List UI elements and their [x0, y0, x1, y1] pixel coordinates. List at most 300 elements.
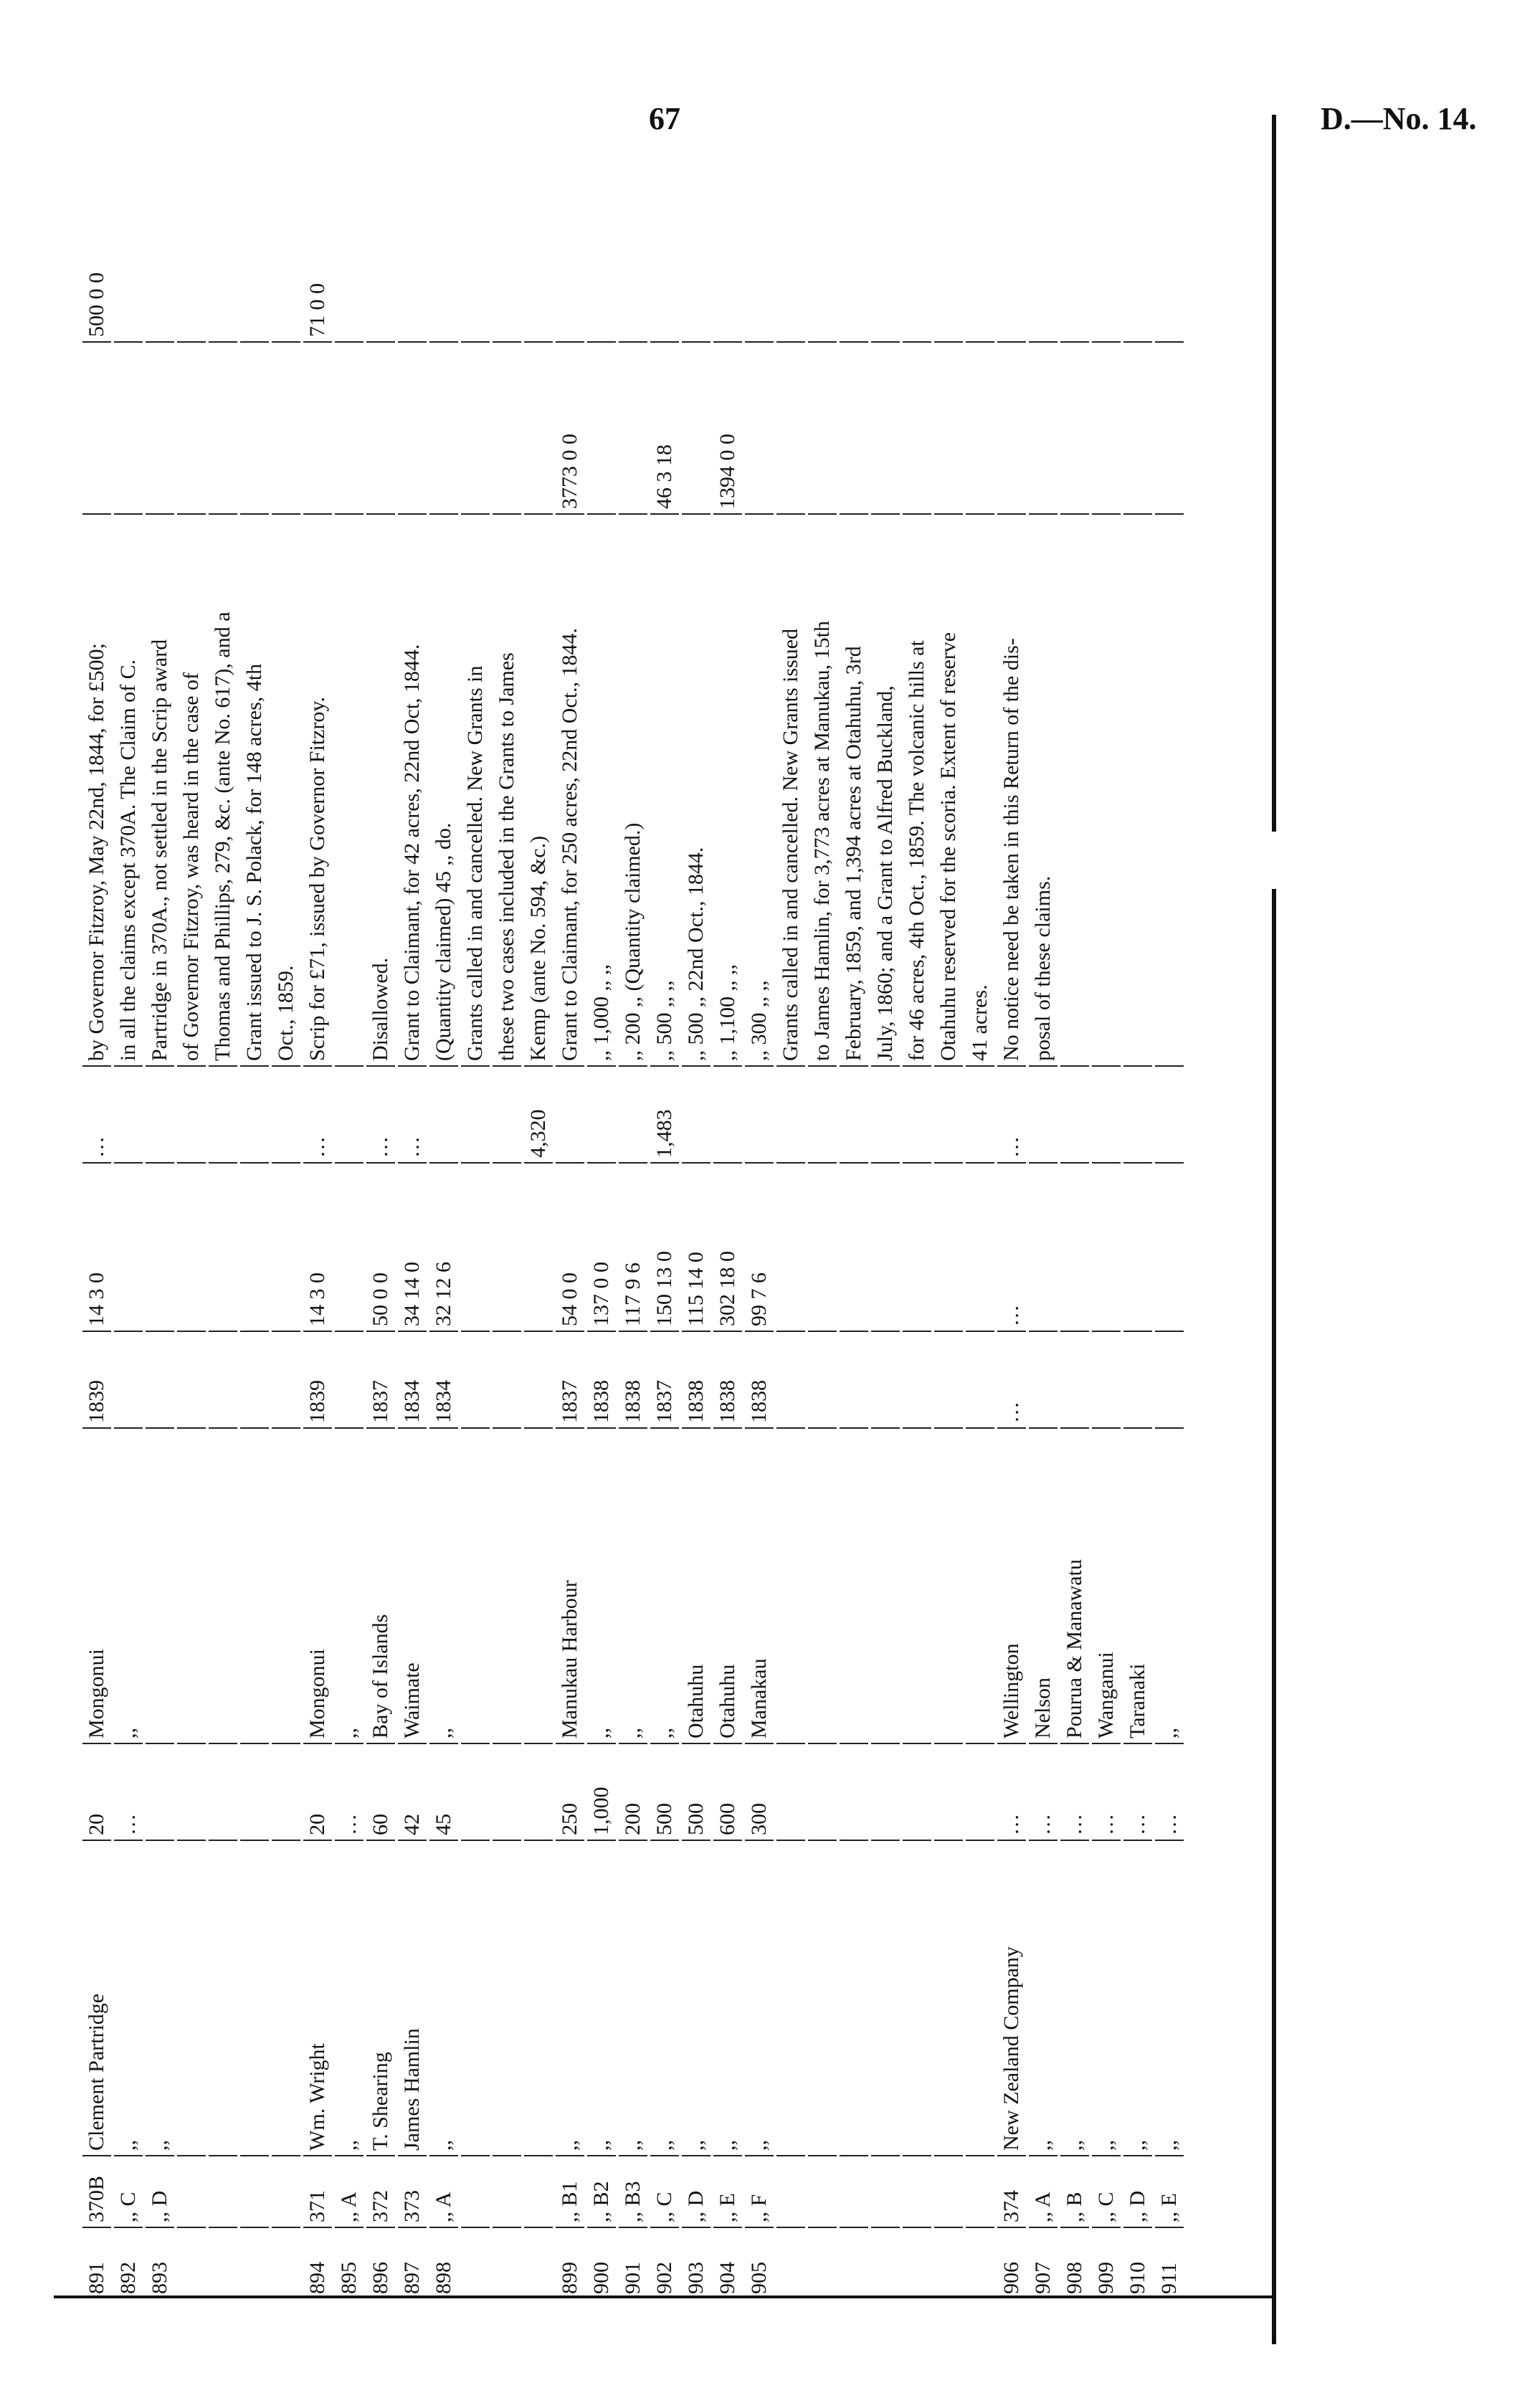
column-divider: [650, 2155, 679, 2156]
cell-claimant: ,,: [589, 2140, 613, 2151]
column-divider: [177, 1840, 206, 1841]
column-divider: [619, 1065, 647, 1067]
column-divider: [82, 341, 111, 343]
column-divider: [808, 2155, 837, 2156]
column-divider: [934, 1065, 963, 1067]
column-divider: [966, 1162, 994, 1164]
column-divider: [997, 341, 1026, 343]
column-divider: [934, 2155, 963, 2156]
column-divider: [840, 1743, 868, 1744]
column-divider: [366, 513, 395, 515]
column-divider: [587, 1840, 616, 1841]
cell-amount: 99 7 6: [747, 1272, 771, 1326]
column-divider: [619, 1743, 647, 1744]
cell-place: ,,: [1157, 1728, 1181, 1738]
column-divider: [398, 1162, 427, 1164]
column-divider: [398, 1427, 427, 1429]
cell-claimant: ,,: [1094, 2140, 1118, 2151]
column-divider: [82, 2155, 111, 2156]
column-divider: [619, 1427, 647, 1429]
cell-remarks: Thomas and Phillips, 279, &c. (ante No. 617), and a: [211, 612, 234, 1061]
column-divider: [429, 1743, 458, 1744]
column-divider: [209, 1840, 237, 1841]
cell-line: 903: [684, 2262, 708, 2294]
cell-year: 1834: [400, 1380, 424, 1423]
column-divider: [776, 2227, 805, 2228]
cell-remarks: posal of these claims.: [1031, 875, 1055, 1061]
column-divider: [619, 1840, 647, 1841]
column-divider: [1123, 1743, 1152, 1744]
cell-place: Waimate: [400, 1662, 424, 1738]
column-divider: [1155, 1840, 1184, 1841]
column-divider: [713, 341, 742, 343]
column-divider: [619, 1331, 647, 1332]
column-divider: [272, 2155, 300, 2156]
cell-claimant: ,,: [1126, 2140, 1149, 2151]
column-divider: [146, 2155, 174, 2156]
cell-amount: 150 13 0: [652, 1251, 676, 1326]
cell-amount: 50 0 0: [369, 1272, 392, 1326]
column-divider: [745, 1162, 774, 1164]
column-divider: [997, 2227, 1026, 2228]
column-divider: [997, 1840, 1026, 1841]
cell-amount: 302 18 0: [716, 1251, 739, 1326]
column-divider: [808, 1840, 837, 1841]
cell-no: ,, D: [148, 2190, 171, 2222]
column-divider: [556, 1162, 584, 1164]
column-divider: [903, 1840, 931, 1841]
column-divider: [461, 1162, 490, 1164]
column-divider: [493, 1162, 521, 1164]
column-divider: [114, 1743, 143, 1744]
column-divider: [209, 341, 237, 343]
column-divider: [209, 2227, 237, 2228]
column-divider: [934, 1840, 963, 1841]
cell-place: Taranaki: [1126, 1663, 1149, 1738]
cell-place: ,,: [652, 1728, 676, 1738]
column-divider: [303, 1065, 332, 1067]
cell-no: ,, D: [1126, 2190, 1149, 2222]
column-divider: [335, 341, 363, 343]
column-divider: [903, 513, 931, 515]
table-row: [177, 179, 206, 2294]
column-divider: [146, 2227, 174, 2228]
cell-claimant: Clement Partridge: [85, 1993, 108, 2151]
column-divider: [966, 341, 994, 343]
column-divider: [745, 2227, 774, 2228]
table-row: [114, 179, 143, 2294]
column-divider: [114, 1427, 143, 1429]
table-row: [745, 179, 774, 2294]
cell-year: 1838: [621, 1380, 645, 1423]
cell-place: ,,: [432, 1728, 455, 1738]
column-divider: [682, 513, 710, 515]
table-row: [461, 179, 490, 2294]
cell-remarks: ,, 1,000 ,, ,,: [589, 964, 613, 1061]
column-divider: [209, 1065, 237, 1067]
column-divider: [934, 1427, 963, 1429]
column-divider: [398, 513, 427, 515]
column-divider: [776, 1427, 805, 1429]
column-divider: [808, 341, 837, 343]
cell-extra: 46 3 18: [652, 444, 676, 509]
column-divider: [1092, 1840, 1121, 1841]
column-divider: [1092, 341, 1121, 343]
column-divider: [240, 1840, 269, 1841]
rotated-table: [68, 179, 1273, 2294]
cell-no: ,, D: [684, 2190, 708, 2222]
column-divider: [1060, 1065, 1089, 1067]
column-divider: [745, 1427, 774, 1429]
column-divider: [398, 1065, 427, 1067]
column-divider: [366, 1427, 395, 1429]
cell-no: ,, F: [747, 2194, 771, 2222]
column-divider: [1029, 2227, 1057, 2228]
column-divider: [366, 1331, 395, 1332]
cell-claimant: ,,: [337, 2140, 361, 2151]
cell-remarks: Oct., 1859.: [274, 965, 298, 1061]
column-divider: [871, 513, 900, 515]
column-divider: [335, 2227, 363, 2228]
cell-remarks: Grant to Claimant, for 42 acres, 22nd Oct, 1844.: [400, 644, 424, 1061]
cell-no: 370B: [85, 2175, 108, 2222]
cell-acres: …: [1157, 1814, 1181, 1835]
cell-pay: …: [85, 1136, 108, 1158]
column-divider: [398, 2155, 427, 2156]
table-row: [1029, 179, 1057, 2294]
column-divider: [556, 1840, 584, 1841]
column-divider: [82, 1162, 111, 1164]
column-divider: [1092, 1427, 1121, 1429]
column-divider: [1155, 1065, 1184, 1067]
column-divider: [524, 341, 553, 343]
column-divider: [650, 513, 679, 515]
column-divider: [493, 341, 521, 343]
column-divider: [272, 1162, 300, 1164]
column-divider: [871, 2227, 900, 2228]
cell-year: 1834: [432, 1380, 455, 1423]
column-divider: [303, 513, 332, 515]
column-divider: [461, 1427, 490, 1429]
column-divider: [934, 1743, 963, 1744]
column-divider: [713, 2227, 742, 2228]
column-divider: [871, 1743, 900, 1744]
column-divider: [840, 1065, 868, 1067]
column-divider: [1123, 1065, 1152, 1067]
column-divider: [587, 1065, 616, 1067]
cell-remarks: Partridge in 370A., not settled in the Scrip award: [148, 639, 171, 1061]
cell-acres: …: [337, 1814, 361, 1835]
column-divider: [461, 1065, 490, 1067]
cell-year: 1839: [305, 1380, 329, 1423]
table-row: [619, 179, 647, 2294]
cell-remarks: ,, 200 ,, (Quantity claimed.): [621, 822, 645, 1061]
column-divider: [650, 1331, 679, 1332]
cell-line: 895: [337, 2262, 361, 2294]
cell-year: 1838: [589, 1380, 613, 1423]
cell-place: ,,: [337, 1728, 361, 1738]
column-divider: [177, 2227, 206, 2228]
table-row: [808, 179, 837, 2294]
column-divider: [776, 1743, 805, 1744]
column-divider: [713, 1427, 742, 1429]
column-divider: [429, 513, 458, 515]
cell-place: Nelson: [1031, 1678, 1055, 1738]
column-divider: [398, 1331, 427, 1332]
table-row: [713, 179, 742, 2294]
cell-year: 1837: [652, 1380, 676, 1423]
column-divider: [966, 1840, 994, 1841]
cell-remarks: Grant issued to J. S. Polack, for 148 acres, 4th: [242, 663, 266, 1061]
column-divider: [146, 1162, 174, 1164]
column-divider: [650, 1743, 679, 1744]
column-divider: [556, 1427, 584, 1429]
column-divider: [871, 1840, 900, 1841]
column-divider: [871, 1162, 900, 1164]
cell-remarks: February, 1859, and 1,394 acres at Otahuhu, 3rd: [842, 646, 865, 1061]
column-divider: [903, 341, 931, 343]
column-divider: [429, 2227, 458, 2228]
column-divider: [619, 2227, 647, 2228]
cell-acres: 300: [747, 1803, 771, 1835]
cell-place: ,,: [116, 1728, 140, 1738]
cell-claimant: James Hamlin: [400, 2028, 424, 2151]
column-divider: [493, 1840, 521, 1841]
column-divider: [398, 1743, 427, 1744]
column-divider: [840, 2155, 868, 2156]
column-divider: [303, 1840, 332, 1841]
cell-extra: 1394 0 0: [716, 434, 739, 509]
column-divider: [524, 1427, 553, 1429]
table-row: [398, 179, 427, 2294]
column-divider: [146, 1840, 174, 1841]
column-divider: [966, 2155, 994, 2156]
cell-pay: …: [305, 1136, 329, 1158]
column-divider: [82, 1427, 111, 1429]
column-divider: [871, 1065, 900, 1067]
column-divider: [177, 341, 206, 343]
column-divider: [903, 1331, 931, 1332]
column-divider: [1029, 2155, 1057, 2156]
cell-acres: 500: [652, 1803, 676, 1835]
cell-no: 371: [305, 2190, 329, 2222]
column-divider: [1060, 2155, 1089, 2156]
cell-acres: 60: [369, 1814, 392, 1835]
cell-no: ,, B: [1063, 2192, 1086, 2222]
cell-remarks: for 46 acres, 4th Oct., 1859. The volcanic hills at: [905, 640, 928, 1061]
column-divider: [745, 1840, 774, 1841]
cell-remarks: in all the claims except 370A. The Claim of C.: [116, 659, 140, 1061]
column-divider: [303, 1162, 332, 1164]
cell-year: 1839: [85, 1380, 108, 1423]
column-divider: [1092, 1331, 1121, 1332]
table-row: [524, 179, 553, 2294]
column-divider: [1123, 341, 1152, 343]
column-divider: [682, 1840, 710, 1841]
column-divider: [398, 1840, 427, 1841]
column-divider: [997, 1427, 1026, 1429]
column-divider: [1092, 1743, 1121, 1744]
column-divider: [398, 341, 427, 343]
column-divider: [1060, 513, 1089, 515]
column-divider: [650, 2227, 679, 2228]
table-row: [840, 179, 868, 2294]
column-divider: [556, 1065, 584, 1067]
column-divider: [682, 2155, 710, 2156]
cell-acres: …: [1063, 1814, 1086, 1835]
cell-year: 1838: [684, 1380, 708, 1423]
column-divider: [1123, 513, 1152, 515]
cell-line: 900: [589, 2262, 613, 2294]
column-divider: [808, 513, 837, 515]
column-divider: [808, 1331, 837, 1332]
column-divider: [713, 1840, 742, 1841]
cell-claimant: Wm. Wright: [305, 2043, 329, 2151]
column-divider: [272, 1065, 300, 1067]
column-divider: [1029, 1162, 1057, 1164]
cell-acres: …: [116, 1814, 140, 1835]
column-divider: [650, 1065, 679, 1067]
column-divider: [1092, 1162, 1121, 1164]
column-divider: [840, 1162, 868, 1164]
cell-place: Pourua & Manawatu: [1063, 1559, 1086, 1738]
cell-remarks: these two cases included in the Grants to James: [495, 652, 518, 1061]
column-divider: [808, 1162, 837, 1164]
cell-claimant: ,,: [148, 2140, 171, 2151]
cell-remarks: ,, 1,100 ,, ,,: [716, 964, 739, 1061]
column-divider: [903, 1743, 931, 1744]
column-divider: [1060, 1162, 1089, 1164]
column-divider: [966, 2227, 994, 2228]
column-divider: [240, 2227, 269, 2228]
cell-amount: 137 0 0: [589, 1262, 613, 1326]
column-divider: [461, 341, 490, 343]
cell-line: 899: [558, 2262, 581, 2294]
column-divider: [840, 1331, 868, 1332]
table-row: [146, 179, 174, 2294]
column-divider: [303, 341, 332, 343]
column-divider: [713, 1331, 742, 1332]
column-divider: [903, 2155, 931, 2156]
cell-pay: …: [369, 1136, 392, 1158]
column-divider: [934, 1162, 963, 1164]
cell-remarks: Grant to Claimant, for 250 acres, 22nd Oct., 1844.: [558, 627, 581, 1061]
column-divider: [209, 513, 237, 515]
cell-scrip: 500 0 0: [85, 272, 108, 337]
column-divider: [587, 513, 616, 515]
column-divider: [808, 1427, 837, 1429]
column-divider: [366, 1743, 395, 1744]
column-divider: [745, 341, 774, 343]
column-divider: [240, 1065, 269, 1067]
column-divider: [682, 2227, 710, 2228]
cell-no: ,, C: [1094, 2192, 1118, 2222]
column-divider: [114, 2155, 143, 2156]
cell-claimant: ,,: [652, 2140, 676, 2151]
column-divider: [871, 2155, 900, 2156]
cell-no: ,, E: [1157, 2193, 1181, 2222]
cell-remarks: by Governor Fitzroy, May 22nd, 1844, for £500;: [85, 643, 108, 1061]
column-divider: [1029, 1427, 1057, 1429]
column-divider: [713, 1743, 742, 1744]
cell-remarks: 41 acres.: [968, 984, 992, 1061]
table-row: [682, 179, 710, 2294]
column-divider: [682, 341, 710, 343]
cell-line: 891: [85, 2262, 108, 2294]
column-divider: [840, 513, 868, 515]
cell-amount: 34 14 0: [400, 1262, 424, 1326]
column-divider: [1123, 2155, 1152, 2156]
column-divider: [335, 1331, 363, 1332]
column-divider: [335, 1427, 363, 1429]
column-divider: [1060, 1331, 1089, 1332]
cell-acres: 20: [85, 1814, 108, 1835]
cell-pay: …: [999, 1136, 1023, 1158]
column-divider: [461, 2155, 490, 2156]
column-divider: [1123, 1427, 1152, 1429]
table-row: [776, 179, 805, 2294]
column-divider: [587, 1331, 616, 1332]
column-divider: [619, 513, 647, 515]
column-divider: [650, 341, 679, 343]
column-divider: [903, 2227, 931, 2228]
cell-acres: 45: [432, 1814, 455, 1835]
column-divider: [524, 2227, 553, 2228]
column-divider: [934, 2227, 963, 2228]
column-divider: [524, 1162, 553, 1164]
column-divider: [114, 1162, 143, 1164]
column-divider: [713, 1065, 742, 1067]
column-divider: [177, 1743, 206, 1744]
column-divider: [429, 1331, 458, 1332]
cell-no: 372: [369, 2190, 392, 2222]
cell-acres: 600: [716, 1803, 739, 1835]
cell-remarks: ,, 500 ,, 22nd Oct., 1844.: [684, 847, 708, 1061]
cell-claimant: ,,: [432, 2140, 455, 2151]
column-divider: [209, 1162, 237, 1164]
column-divider: [682, 1065, 710, 1067]
column-divider: [556, 1743, 584, 1744]
cell-place: Mongonui: [305, 1648, 329, 1738]
column-divider: [366, 1840, 395, 1841]
column-divider: [177, 1065, 206, 1067]
column-divider: [903, 1065, 931, 1067]
column-divider: [840, 2227, 868, 2228]
column-divider: [650, 1162, 679, 1164]
cell-acres: 20: [305, 1814, 329, 1835]
cell-no: 373: [400, 2190, 424, 2222]
cell-no: ,, A: [1031, 2192, 1055, 2222]
column-divider: [997, 513, 1026, 515]
table-row: [556, 179, 584, 2294]
column-divider: [177, 2155, 206, 2156]
cell-remarks: Grants called in and cancelled. New Grants in: [463, 665, 487, 1061]
cell-no: ,, B3: [621, 2181, 645, 2222]
cell-claimant: ,,: [1031, 2140, 1055, 2151]
table-row: [209, 179, 237, 2294]
table-row: [997, 179, 1026, 2294]
column-divider: [240, 1743, 269, 1744]
column-divider: [1155, 513, 1184, 515]
column-divider: [840, 341, 868, 343]
cell-amount: …: [999, 1305, 1023, 1326]
column-divider: [619, 2155, 647, 2156]
column-divider: [650, 1840, 679, 1841]
column-divider: [335, 513, 363, 515]
column-divider: [493, 1065, 521, 1067]
cell-scrip: 71 0 0: [305, 283, 329, 337]
cell-acres: 250: [558, 1803, 581, 1835]
